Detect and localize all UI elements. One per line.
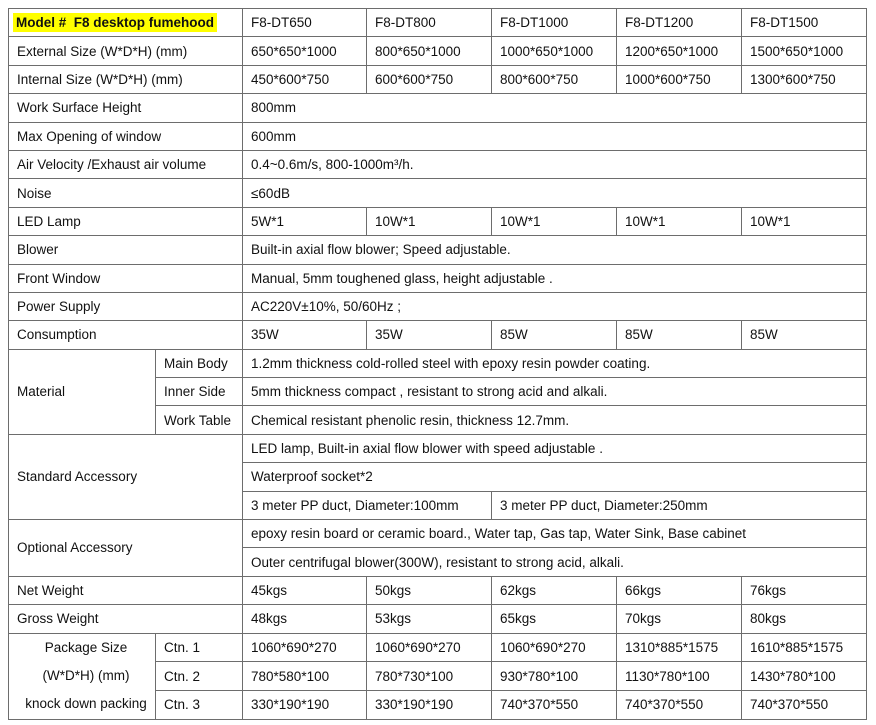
value-cell: 1130*780*100 xyxy=(617,662,742,691)
value-cell: 800mm xyxy=(243,94,867,122)
value-cell: 35W xyxy=(367,321,492,349)
value-cell: 10W*1 xyxy=(367,207,492,235)
internal-size-row xyxy=(9,65,867,93)
header-row xyxy=(9,9,867,37)
model-name: F8-DT1000 xyxy=(492,9,617,37)
value-cell: 1500*650*1000 xyxy=(742,37,867,65)
sub-label: Work Table xyxy=(156,406,243,434)
value-cell: 62kgs xyxy=(492,576,617,604)
value-cell: 740*370*550 xyxy=(492,691,617,720)
model-name: F8-DT1500 xyxy=(742,9,867,37)
package-label-line: Package Size xyxy=(44,639,128,655)
value-cell: 650*650*1000 xyxy=(243,37,367,65)
row-label: Net Weight xyxy=(9,576,243,604)
value-cell: 1060*690*270 xyxy=(243,633,367,662)
noise-row xyxy=(9,179,867,207)
value-cell: 80kgs xyxy=(742,605,867,633)
value-cell: 800*650*1000 xyxy=(367,37,492,65)
row-label: Power Supply xyxy=(9,292,243,320)
model-label: Model # xyxy=(16,15,67,31)
spec-table xyxy=(8,8,867,720)
value-cell: 930*780*100 xyxy=(492,662,617,691)
row-label: Noise xyxy=(9,179,243,207)
model-name: F8-DT800 xyxy=(367,9,492,37)
value-cell: 3 meter PP duct, Diameter:250mm xyxy=(492,491,867,519)
value-cell: 1.2mm thickness cold-rolled steel with epoxy resin powder coating. xyxy=(243,349,867,377)
consumption-row xyxy=(9,321,867,349)
model-title: F8 desktop fumehood xyxy=(73,15,215,31)
row-label: LED Lamp xyxy=(9,207,243,235)
value-cell: 85W xyxy=(617,321,742,349)
value-cell: 70kgs xyxy=(617,605,742,633)
max-opening-row xyxy=(9,122,867,150)
value-cell: 45kgs xyxy=(243,576,367,604)
value-cell: 780*730*100 xyxy=(367,662,492,691)
value-cell: 65kgs xyxy=(492,605,617,633)
value-cell: epoxy resin board or ceramic board., Water tap, Gas tap, Water Sink, Base cabinet xyxy=(243,520,867,548)
value-cell: 35W xyxy=(243,321,367,349)
value-cell: 1060*690*270 xyxy=(367,633,492,662)
power-supply-row xyxy=(9,292,867,320)
row-label: Max Opening of window xyxy=(9,122,243,150)
row-label: Standard Accessory xyxy=(9,434,243,519)
row-label: Gross Weight xyxy=(9,605,243,633)
value-cell: 0.4~0.6m/s, 800-1000m³/h. xyxy=(243,150,867,178)
row-label: Air Velocity /Exhaust air volume xyxy=(9,150,243,178)
value-cell: 10W*1 xyxy=(492,207,617,235)
value-cell: 1200*650*1000 xyxy=(617,37,742,65)
package-label-line: (W*D*H) (mm) xyxy=(42,668,130,683)
value-cell: 1430*780*100 xyxy=(742,662,867,691)
standard-accessory-row-1 xyxy=(9,434,867,462)
row-label: External Size (W*D*H) (mm) xyxy=(9,37,243,65)
optional-accessory-row-1 xyxy=(9,520,867,548)
model-header-cell xyxy=(9,9,243,37)
value-cell: 800*600*750 xyxy=(492,65,617,93)
carton-label: Ctn. 2 xyxy=(156,662,243,691)
value-cell: 1000*600*750 xyxy=(617,65,742,93)
value-cell: 1610*885*1575 xyxy=(742,633,867,662)
row-label: Front Window xyxy=(9,264,243,292)
value-cell: 10W*1 xyxy=(742,207,867,235)
value-cell: 10W*1 xyxy=(617,207,742,235)
value-cell: 66kgs xyxy=(617,576,742,604)
value-cell: Manual, 5mm toughened glass, height adjustable . xyxy=(243,264,867,292)
value-cell: LED lamp, Built-in axial flow blower with speed adjustable . xyxy=(243,434,867,462)
material-main-body-row xyxy=(9,349,867,377)
blower-row xyxy=(9,236,867,264)
value-cell: 600mm xyxy=(243,122,867,150)
value-cell: 1060*690*270 xyxy=(492,633,617,662)
led-lamp-row xyxy=(9,207,867,235)
carton-label: Ctn. 3 xyxy=(156,691,243,720)
row-label: Work Surface Height xyxy=(9,94,243,122)
value-cell: 450*600*750 xyxy=(243,65,367,93)
value-cell: 1310*885*1575 xyxy=(617,633,742,662)
value-cell: 53kgs xyxy=(367,605,492,633)
value-cell: 1000*650*1000 xyxy=(492,37,617,65)
value-cell: ≤60dB xyxy=(243,179,867,207)
value-cell: 76kgs xyxy=(742,576,867,604)
carton-label: Ctn. 1 xyxy=(156,633,243,662)
gross-weight-row xyxy=(9,605,867,633)
value-cell: Waterproof socket*2 xyxy=(243,463,867,491)
sub-label: Main Body xyxy=(156,349,243,377)
row-label: Blower xyxy=(9,236,243,264)
model-title-highlight xyxy=(13,13,217,32)
package-ctn1-row xyxy=(9,633,867,662)
air-velocity-row xyxy=(9,150,867,178)
value-cell: 5mm thickness compact , resistant to strong acid and alkali. xyxy=(243,378,867,406)
value-cell: 330*190*190 xyxy=(367,691,492,720)
front-window-row xyxy=(9,264,867,292)
value-cell: AC220V±10%, 50/60Hz ; xyxy=(243,292,867,320)
value-cell: Chemical resistant phenolic resin, thickness 12.7mm. xyxy=(243,406,867,434)
row-label: Material xyxy=(9,349,156,434)
value-cell: 330*190*190 xyxy=(243,691,367,720)
package-label xyxy=(9,633,156,719)
value-cell: 50kgs xyxy=(367,576,492,604)
value-cell: Built-in axial flow blower; Speed adjustable. xyxy=(243,236,867,264)
model-name: F8-DT650 xyxy=(243,9,367,37)
model-name: F8-DT1200 xyxy=(617,9,742,37)
row-label: Consumption xyxy=(9,321,243,349)
value-cell: 740*370*550 xyxy=(742,691,867,720)
value-cell: 85W xyxy=(492,321,617,349)
external-size-row xyxy=(9,37,867,65)
value-cell: 85W xyxy=(742,321,867,349)
value-cell: 3 meter PP duct, Diameter:100mm xyxy=(243,491,492,519)
row-label: Internal Size (W*D*H) (mm) xyxy=(9,65,243,93)
value-cell: 1300*600*750 xyxy=(742,65,867,93)
value-cell: 600*600*750 xyxy=(367,65,492,93)
work-surface-height-row xyxy=(9,94,867,122)
value-cell: 5W*1 xyxy=(243,207,367,235)
net-weight-row xyxy=(9,576,867,604)
value-cell: 780*580*100 xyxy=(243,662,367,691)
sub-label: Inner Side xyxy=(156,378,243,406)
row-label: Optional Accessory xyxy=(9,520,243,577)
value-cell: Outer centrifugal blower(300W), resistant to strong acid, alkali. xyxy=(243,548,867,576)
package-label-line: knock down packing xyxy=(25,696,147,712)
value-cell: 740*370*550 xyxy=(617,691,742,720)
value-cell: 48kgs xyxy=(243,605,367,633)
